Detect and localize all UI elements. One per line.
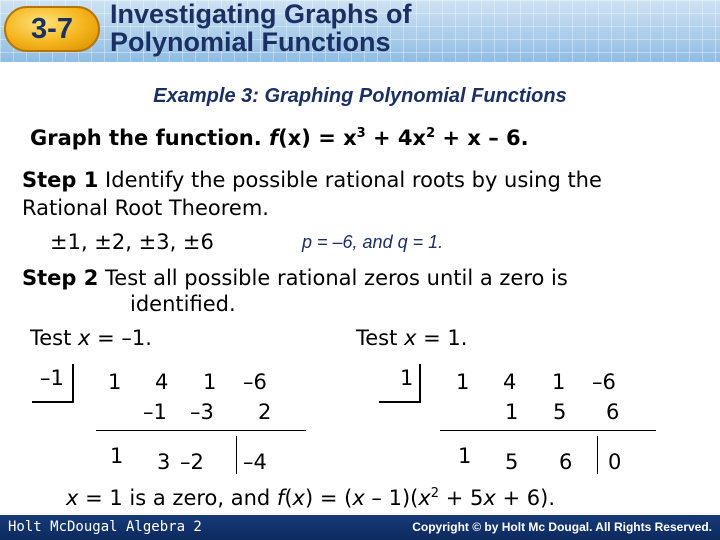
prompt-tail: + x – 6. (435, 126, 529, 150)
prompt-f: f (269, 126, 279, 150)
coef-left-3: –6 (243, 370, 267, 394)
result-right-1: 5 (505, 450, 519, 474)
conclusion-x1: x (66, 486, 79, 510)
conclusion-h: – 1)( (364, 486, 419, 510)
conclusion-c: ( (284, 486, 293, 510)
step2-line2: identified. (130, 292, 236, 316)
remainder-box-right-v (597, 436, 598, 474)
coef-right-0: 1 (456, 370, 470, 394)
test-right-a: Test (356, 326, 405, 350)
test-left-x: x (78, 326, 91, 350)
coef-left-2: 1 (203, 370, 217, 394)
test-left-b: = –1. (90, 326, 152, 350)
result-left-0: 1 (110, 444, 124, 468)
footer-copyright: Copyright © by Holt Mc Dougal. All Rights Reserved. (412, 520, 712, 534)
conclusion-m: + 5 (439, 486, 484, 510)
prompt-exp3: 3 (356, 126, 366, 141)
coef-right-3: –6 (592, 370, 616, 394)
coef-right-1: 4 (503, 370, 517, 394)
remainder-box-left-v (236, 436, 237, 474)
divisor-bracket-right-v (419, 364, 421, 402)
result-right-0: 1 (458, 444, 472, 468)
conclusion-f: f (276, 486, 285, 510)
prompt-lead: Graph the function. (30, 126, 269, 150)
prompt-mid: + 4x (365, 126, 427, 150)
pq-note: p = –6, and q = 1. (302, 232, 444, 252)
conclusion-b: = 1 is a zero, and (78, 486, 277, 510)
result-right-2: 6 (559, 450, 573, 474)
lesson-title-line2: Polynomial Functions (110, 27, 391, 57)
prompt-eq: = x (310, 126, 357, 150)
conclusion-e: ) = ( (304, 486, 353, 510)
test-left-a: Test (30, 326, 79, 350)
test-right-b: = 1. (416, 326, 468, 350)
conclusion (66, 486, 555, 510)
product-left-1: –3 (190, 400, 214, 424)
product-left-2: 2 (258, 400, 272, 424)
step1-text1: Identify the possible rational roots by using the (98, 168, 602, 192)
conclusion-x5: x (483, 486, 496, 510)
step1-line1 (22, 168, 602, 192)
lesson-title (110, 0, 412, 56)
prompt-paren-x: (x) (278, 126, 311, 150)
divisor-right: 1 (400, 366, 414, 390)
footer-publisher: Holt McDougal Algebra 2 (8, 519, 202, 535)
footer-bar (0, 515, 720, 540)
sum-line-left (96, 430, 306, 431)
result-left-2: –2 (180, 450, 204, 474)
product-right-2: 6 (606, 400, 620, 424)
product-right-1: 5 (553, 400, 567, 424)
conclusion-exp: 2 (430, 486, 440, 501)
result-left-3: –4 (243, 450, 267, 474)
coef-right-2: 1 (552, 370, 566, 394)
step2-line1 (22, 266, 568, 290)
divisor-left: –1 (40, 366, 64, 390)
conclusion-x2: x (292, 486, 305, 510)
result-left-1: 3 (157, 450, 171, 474)
example-title: Example 3: Graphing Polynomial Functions (153, 85, 567, 107)
divisor-bracket-right-h (379, 401, 421, 403)
test-left (30, 326, 152, 350)
coef-left-1: 4 (155, 370, 169, 394)
test-right-x: x (404, 326, 417, 350)
prompt-exp2: 2 (426, 126, 436, 141)
step2-label: Step 2 (22, 266, 99, 290)
divisor-bracket-left-v (72, 364, 74, 402)
test-right (356, 326, 467, 350)
lesson-title-line1: Investigating Graphs of (110, 0, 412, 29)
product-left-0: –1 (143, 400, 167, 424)
lesson-badge: 3-7 (4, 6, 100, 52)
product-right-0: 1 (505, 400, 519, 424)
step1-label: Step 1 (22, 168, 99, 192)
conclusion-x3: x (352, 486, 365, 510)
divisor-bracket-left-h (32, 401, 74, 403)
conclusion-x4: x (418, 486, 431, 510)
step2-text1: Test all possible rational zeros until a zero is (98, 266, 568, 290)
header-banner (0, 0, 720, 62)
step1-line2: Rational Root Theorem. (22, 196, 269, 220)
coef-left-0: 1 (108, 370, 122, 394)
result-right-3: 0 (608, 450, 622, 474)
conclusion-o: + 6). (495, 486, 556, 510)
prompt-text (30, 126, 529, 150)
possible-roots: ±1, ±2, ±3, ±6 (50, 230, 214, 254)
sum-line-right (440, 430, 656, 431)
